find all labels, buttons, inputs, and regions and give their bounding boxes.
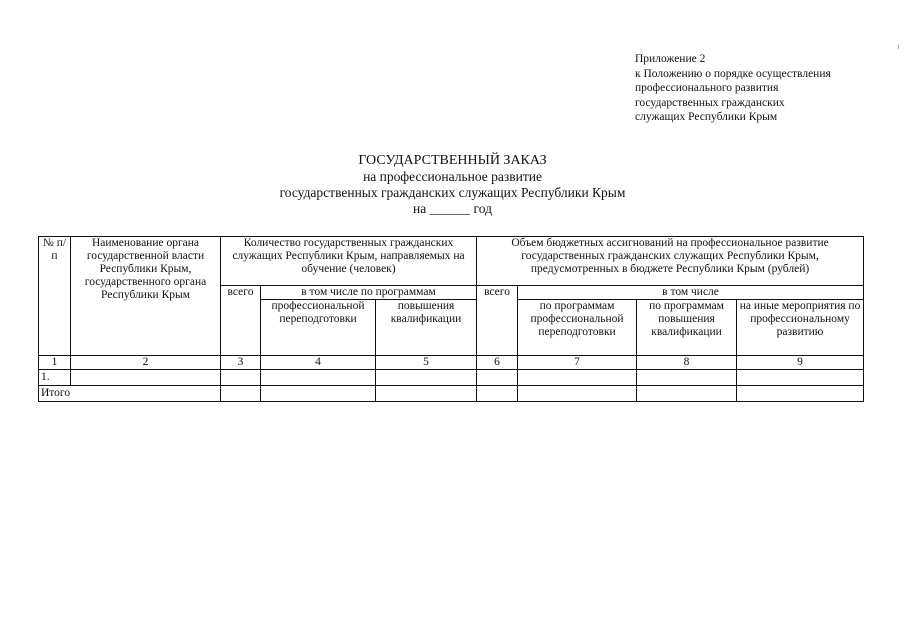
column-number: 3 (221, 356, 261, 370)
table-cell (477, 386, 518, 402)
order-table (38, 236, 864, 402)
document-title: ГОСУДАРСТВЕННЫЙ ЗАКАЗ (358, 153, 547, 168)
table-cell (477, 370, 518, 386)
header-organ-name: Наименование органа государственной власти Республики Крым, государственного органа Республики Крым (71, 237, 221, 356)
table-cell (261, 386, 376, 402)
document-heading (0, 152, 905, 217)
table-cell (376, 370, 477, 386)
appendix-line: служащих Республики Крым (635, 111, 778, 123)
header-count-qualification: повышения квалификации (376, 300, 477, 356)
table-cell (637, 370, 737, 386)
header-budget-retraining: по программам профессиональной переподготовки (518, 300, 637, 356)
table-cell (71, 370, 221, 386)
header-count-group: Количество государственных гражданских служащих Республики Крым, направляемых на обучение (человек) (221, 237, 477, 286)
table-cell (261, 370, 376, 386)
header-budget-total: всего (477, 286, 518, 356)
side-mark: ¹ (897, 43, 900, 53)
column-number: 5 (376, 356, 477, 370)
appendix-line: государственных гражданских (635, 96, 785, 109)
column-number: 2 (71, 356, 221, 370)
total-label: Итого (39, 386, 221, 402)
column-number: 8 (637, 356, 737, 370)
table-cell (221, 370, 261, 386)
document-subtitle: государственных гражданских служащих Республики Крым (279, 185, 626, 200)
table-cell (518, 386, 637, 402)
header-count-including: в том числе по программам (261, 286, 477, 300)
table-row (39, 370, 864, 386)
appendix-line: к Положению о порядке осуществления (635, 67, 831, 80)
header-budget-including: в том числе (518, 286, 864, 300)
table-cell (376, 386, 477, 402)
table-cell (637, 386, 737, 402)
appendix-line: профессионального развития (635, 82, 779, 94)
header-budget-qualification: по программам повышения квалификации (637, 300, 737, 356)
total-row (39, 386, 864, 402)
header-budget-group: Объем бюджетных ассигнований на профессиональное развитие государственных гражданских служащих Республики Крым, предусмотренных в бюджете Республики Крым (рублей) (477, 237, 864, 286)
column-number: 1 (39, 356, 71, 370)
table-cell (518, 370, 637, 386)
table-cell (221, 386, 261, 402)
header-no: № п/п (39, 237, 71, 356)
appendix-block (635, 52, 875, 125)
year-line: на ______ год (413, 201, 492, 216)
column-number: 7 (518, 356, 637, 370)
row-number: 1. (39, 370, 71, 386)
header-count-total: всего (221, 286, 261, 356)
column-number: 9 (737, 356, 864, 370)
column-number: 4 (261, 356, 376, 370)
document-subtitle: на профессиональное развитие (363, 169, 542, 184)
table-cell (737, 370, 864, 386)
appendix-line: Приложение 2 (635, 53, 706, 65)
table-cell (737, 386, 864, 402)
header-count-retraining: профессиональной переподготовки (261, 300, 376, 356)
header-budget-other: на иные мероприятия по профессиональному развитию (737, 300, 864, 356)
column-number: 6 (477, 356, 518, 370)
